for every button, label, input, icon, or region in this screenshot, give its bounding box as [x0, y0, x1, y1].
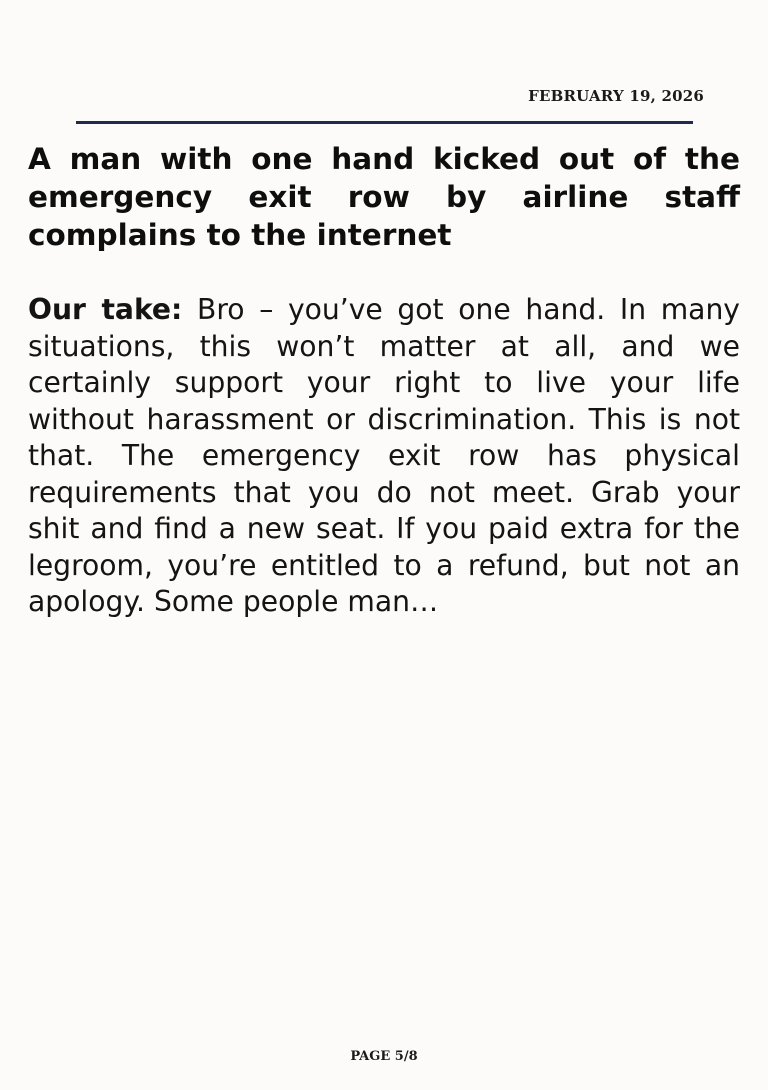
take-label: Our take: — [28, 293, 183, 326]
header-divider — [76, 121, 693, 124]
article-body — [28, 292, 740, 621]
page-number: PAGE 5/8 — [350, 1049, 418, 1064]
article-date: FEBRUARY 19, 2026 — [528, 87, 704, 105]
take-text: Bro – you’ve got one hand. In many situations, this won’t matter at all, and we certainly support your right to live your life without harassment or discrimination. This is not that. The emergency exit row has physical requirements that you do not meet. Grab your shit and find a new seat. If you paid extra for the legroom, you’re entitled to a refund, but not an apology. Some people man… — [28, 293, 740, 618]
article-headline: A man with one hand kicked out of the emergency exit row by airline staff complains to the internet — [28, 142, 740, 252]
